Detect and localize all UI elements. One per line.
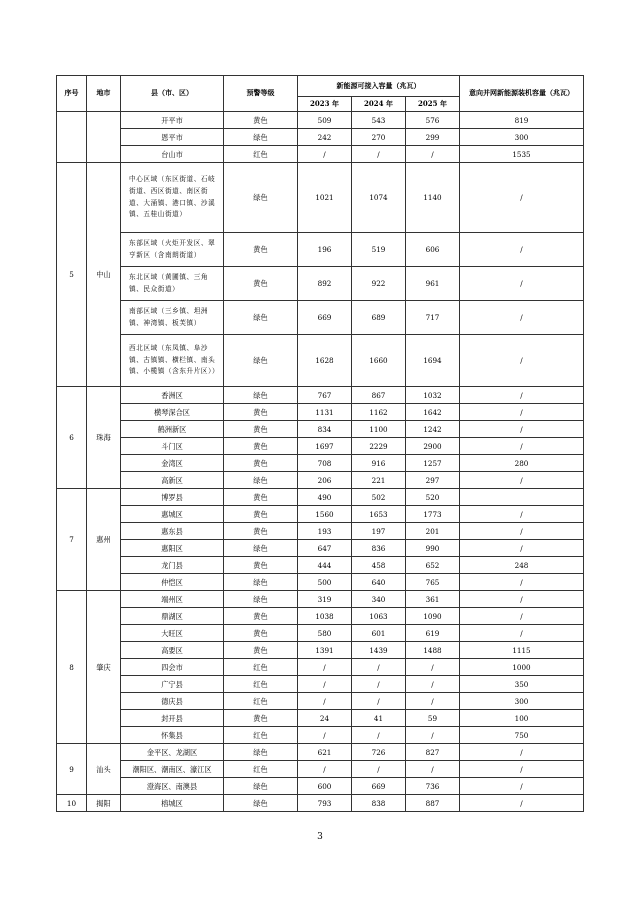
capacity-2023-cell: 319 — [298, 591, 352, 608]
capacity-2025-cell: 201 — [406, 523, 460, 540]
warning-level-cell: 绿色 — [224, 163, 298, 233]
warning-level-cell: 黄色 — [224, 642, 298, 659]
capacity-2023-cell: 1560 — [298, 506, 352, 523]
seq-cell: 6 — [57, 387, 87, 489]
county-cell: 仲恺区 — [121, 574, 224, 591]
capacity-2023-cell: 206 — [298, 472, 352, 489]
capacity-2023-cell: 24 — [298, 710, 352, 727]
capacity-2023-cell: 580 — [298, 625, 352, 642]
capacity-2025-cell: 961 — [406, 267, 460, 301]
capacity-2025-cell: 717 — [406, 301, 460, 335]
capacity-2023-cell: 509 — [298, 112, 352, 129]
capacity-2025-cell: 887 — [406, 795, 460, 812]
table-row — [57, 301, 584, 335]
county-cell: 四会市 — [121, 659, 224, 676]
table-row — [57, 744, 584, 761]
capacity-2024-cell: 1660 — [352, 335, 406, 387]
warning-level-cell: 红色 — [224, 146, 298, 163]
intended-capacity-cell: 300 — [460, 129, 584, 146]
table-row — [57, 267, 584, 301]
capacity-2024-cell: 1162 — [352, 404, 406, 421]
capacity-2025-cell: 576 — [406, 112, 460, 129]
header-county: 县（市、区） — [121, 76, 224, 112]
capacity-2025-cell: 1032 — [406, 387, 460, 404]
table-row — [57, 387, 584, 404]
header-year-2023: 2023 年 — [298, 97, 352, 112]
intended-capacity-cell: / — [460, 608, 584, 625]
header-year-2025: 2025 年 — [406, 97, 460, 112]
intended-capacity-cell: / — [460, 233, 584, 267]
capacity-2023-cell: 647 — [298, 540, 352, 557]
intended-capacity-cell: / — [460, 778, 584, 795]
warning-level-cell: 黄色 — [224, 404, 298, 421]
capacity-2025-cell: / — [406, 659, 460, 676]
capacity-2024-cell: / — [352, 676, 406, 693]
capacity-2023-cell: 1021 — [298, 163, 352, 233]
intended-capacity-cell: / — [460, 404, 584, 421]
capacity-2025-cell: 765 — [406, 574, 460, 591]
capacity-2025-cell: 1140 — [406, 163, 460, 233]
table-row — [57, 146, 584, 163]
intended-capacity-cell: 248 — [460, 557, 584, 574]
seq-cell: 7 — [57, 489, 87, 591]
capacity-2023-cell: 500 — [298, 574, 352, 591]
warning-level-cell: 黄色 — [224, 233, 298, 267]
capacity-2024-cell: 270 — [352, 129, 406, 146]
warning-level-cell: 绿色 — [224, 591, 298, 608]
header-warning-level: 预警等级 — [224, 76, 298, 112]
table-row — [57, 489, 584, 506]
seq-cell — [57, 112, 87, 163]
table-row — [57, 557, 584, 574]
capacity-2025-cell: / — [406, 761, 460, 778]
capacity-2024-cell: 2229 — [352, 438, 406, 455]
capacity-2023-cell: 193 — [298, 523, 352, 540]
intended-capacity-cell: 750 — [460, 727, 584, 744]
seq-cell: 8 — [57, 591, 87, 744]
capacity-2024-cell: 726 — [352, 744, 406, 761]
county-cell: 西北区域（东凤镇、阜沙镇、古镇镇、横栏镇、南头镇、小榄镇（含东升片区）） — [121, 335, 224, 387]
capacity-2025-cell: 1642 — [406, 404, 460, 421]
warning-level-cell: 黄色 — [224, 267, 298, 301]
city-cell: 珠海 — [87, 387, 121, 489]
capacity-2024-cell: 836 — [352, 540, 406, 557]
warning-level-cell: 黄色 — [224, 489, 298, 506]
table-row — [57, 642, 584, 659]
county-cell: 香洲区 — [121, 387, 224, 404]
table-row — [57, 163, 584, 233]
county-cell: 惠东县 — [121, 523, 224, 540]
intended-capacity-cell: / — [460, 761, 584, 778]
capacity-2025-cell: 1488 — [406, 642, 460, 659]
warning-level-cell: 黄色 — [224, 421, 298, 438]
warning-level-cell: 黄色 — [224, 523, 298, 540]
intended-capacity-cell: / — [460, 267, 584, 301]
capacity-2025-cell: 59 — [406, 710, 460, 727]
capacity-2025-cell: 619 — [406, 625, 460, 642]
seq-cell: 10 — [57, 795, 87, 812]
capacity-2024-cell: 838 — [352, 795, 406, 812]
capacity-2025-cell: 361 — [406, 591, 460, 608]
county-cell: 台山市 — [121, 146, 224, 163]
header-seq: 序号 — [57, 76, 87, 112]
intended-capacity-cell: 100 — [460, 710, 584, 727]
capacity-2023-cell: 600 — [298, 778, 352, 795]
city-cell: 肇庆 — [87, 591, 121, 744]
capacity-2024-cell: 922 — [352, 267, 406, 301]
county-cell: 龙门县 — [121, 557, 224, 574]
county-cell: 高新区 — [121, 472, 224, 489]
county-cell: 端州区 — [121, 591, 224, 608]
capacity-2024-cell: 340 — [352, 591, 406, 608]
warning-level-cell: 黄色 — [224, 455, 298, 472]
county-cell: 金平区、龙湖区 — [121, 744, 224, 761]
table-row — [57, 421, 584, 438]
warning-level-cell: 红色 — [224, 659, 298, 676]
capacity-2024-cell: 916 — [352, 455, 406, 472]
warning-level-cell: 黄色 — [224, 506, 298, 523]
capacity-2024-cell: / — [352, 727, 406, 744]
intended-capacity-cell: 1000 — [460, 659, 584, 676]
warning-level-cell: 红色 — [224, 727, 298, 744]
table-body — [57, 112, 584, 812]
table-row — [57, 574, 584, 591]
warning-level-cell: 绿色 — [224, 744, 298, 761]
capacity-2025-cell: 827 — [406, 744, 460, 761]
header-intended-capacity: 意向并网新能源装机容量（兆瓦） — [460, 76, 584, 112]
warning-level-cell: 黄色 — [224, 112, 298, 129]
county-cell: 鼎湖区 — [121, 608, 224, 625]
intended-capacity-cell — [460, 489, 584, 506]
intended-capacity-cell: / — [460, 744, 584, 761]
capacity-2023-cell: 242 — [298, 129, 352, 146]
table-row — [57, 455, 584, 472]
capacity-2025-cell: / — [406, 676, 460, 693]
warning-level-cell: 绿色 — [224, 778, 298, 795]
table-row — [57, 404, 584, 421]
capacity-2023-cell: 1391 — [298, 642, 352, 659]
intended-capacity-cell: 280 — [460, 455, 584, 472]
capacity-2025-cell: 520 — [406, 489, 460, 506]
county-cell: 鹤洲新区 — [121, 421, 224, 438]
capacity-2025-cell: 990 — [406, 540, 460, 557]
warning-level-cell: 红色 — [224, 676, 298, 693]
capacity-2025-cell: / — [406, 146, 460, 163]
capacity-2024-cell: 41 — [352, 710, 406, 727]
capacity-2025-cell: 736 — [406, 778, 460, 795]
county-cell: 封开县 — [121, 710, 224, 727]
capacity-2023-cell: 196 — [298, 233, 352, 267]
intended-capacity-cell: 1535 — [460, 146, 584, 163]
intended-capacity-cell: / — [460, 523, 584, 540]
header-year-2024: 2024 年 — [352, 97, 406, 112]
county-cell: 横琴深合区 — [121, 404, 224, 421]
warning-level-cell: 绿色 — [224, 472, 298, 489]
capacity-2024-cell: 458 — [352, 557, 406, 574]
city-cell: 汕头 — [87, 744, 121, 795]
capacity-2023-cell: / — [298, 727, 352, 744]
intended-capacity-cell: / — [460, 625, 584, 642]
capacity-2025-cell: 1773 — [406, 506, 460, 523]
warning-level-cell: 黄色 — [224, 557, 298, 574]
capacity-2023-cell: 1131 — [298, 404, 352, 421]
county-cell: 广宁县 — [121, 676, 224, 693]
warning-level-cell: 红色 — [224, 761, 298, 778]
table-row — [57, 472, 584, 489]
capacity-2023-cell: 708 — [298, 455, 352, 472]
header-capacity: 新能源可接入容量（兆瓦） — [298, 76, 460, 97]
capacity-2023-cell: 892 — [298, 267, 352, 301]
intended-capacity-cell: 300 — [460, 693, 584, 710]
capacity-2024-cell: 1439 — [352, 642, 406, 659]
county-cell: 惠阳区 — [121, 540, 224, 557]
capacity-2024-cell: 1074 — [352, 163, 406, 233]
county-cell: 大旺区 — [121, 625, 224, 642]
capacity-2025-cell: / — [406, 693, 460, 710]
capacity-2024-cell: 543 — [352, 112, 406, 129]
county-cell: 东部区域（火炬开发区、翠亨新区（含南朗街道） — [121, 233, 224, 267]
table-row — [57, 112, 584, 129]
city-cell: 揭阳 — [87, 795, 121, 812]
capacity-2023-cell: / — [298, 761, 352, 778]
table-row — [57, 591, 584, 608]
capacity-2024-cell: 601 — [352, 625, 406, 642]
table-row — [57, 233, 584, 267]
capacity-2025-cell: 297 — [406, 472, 460, 489]
warning-level-cell: 黄色 — [224, 710, 298, 727]
table-row — [57, 523, 584, 540]
intended-capacity-cell: / — [460, 795, 584, 812]
capacity-2024-cell: / — [352, 146, 406, 163]
county-cell: 金湾区 — [121, 455, 224, 472]
capacity-2023-cell: / — [298, 146, 352, 163]
capacity-2025-cell: 1257 — [406, 455, 460, 472]
table-row — [57, 506, 584, 523]
warning-level-cell: 绿色 — [224, 387, 298, 404]
capacity-2024-cell: 197 — [352, 523, 406, 540]
capacity-2023-cell: 1038 — [298, 608, 352, 625]
capacity-2024-cell: 519 — [352, 233, 406, 267]
city-cell: 中山 — [87, 163, 121, 387]
table-row — [57, 710, 584, 727]
capacity-2025-cell: 1694 — [406, 335, 460, 387]
capacity-2023-cell: 621 — [298, 744, 352, 761]
intended-capacity-cell: / — [460, 574, 584, 591]
city-cell: 惠州 — [87, 489, 121, 591]
warning-level-cell: 绿色 — [224, 574, 298, 591]
intended-capacity-cell: / — [460, 301, 584, 335]
capacity-2024-cell: / — [352, 659, 406, 676]
capacity-2023-cell: 793 — [298, 795, 352, 812]
table-row — [57, 795, 584, 812]
county-cell: 潮阳区、潮南区、濠江区 — [121, 761, 224, 778]
warning-level-cell: 黄色 — [224, 625, 298, 642]
table-row — [57, 761, 584, 778]
table-row — [57, 693, 584, 710]
intended-capacity-cell: / — [460, 540, 584, 557]
table-row — [57, 625, 584, 642]
intended-capacity-cell: / — [460, 387, 584, 404]
table-row — [57, 778, 584, 795]
county-cell: 南部区域（三乡镇、坦洲镇、神湾镇、板芙镇） — [121, 301, 224, 335]
capacity-2025-cell: 299 — [406, 129, 460, 146]
capacity-2023-cell: 669 — [298, 301, 352, 335]
capacity-2023-cell: 490 — [298, 489, 352, 506]
capacity-2025-cell: 1090 — [406, 608, 460, 625]
seq-cell: 9 — [57, 744, 87, 795]
capacity-2023-cell: 444 — [298, 557, 352, 574]
capacity-2023-cell: 834 — [298, 421, 352, 438]
table-row — [57, 129, 584, 146]
county-cell: 榕城区 — [121, 795, 224, 812]
intended-capacity-cell: 1115 — [460, 642, 584, 659]
intended-capacity-cell: / — [460, 421, 584, 438]
capacity-2025-cell: 606 — [406, 233, 460, 267]
warning-level-cell: 绿色 — [224, 301, 298, 335]
capacity-2023-cell: / — [298, 676, 352, 693]
header-city: 地市 — [87, 76, 121, 112]
capacity-2024-cell: / — [352, 761, 406, 778]
intended-capacity-cell: / — [460, 335, 584, 387]
county-cell: 斗门区 — [121, 438, 224, 455]
capacity-2024-cell: 1063 — [352, 608, 406, 625]
table-row — [57, 540, 584, 557]
county-cell: 高要区 — [121, 642, 224, 659]
intended-capacity-cell: / — [460, 472, 584, 489]
warning-level-cell: 绿色 — [224, 540, 298, 557]
capacity-2024-cell: 867 — [352, 387, 406, 404]
capacity-2025-cell: 652 — [406, 557, 460, 574]
capacity-2024-cell: / — [352, 693, 406, 710]
table-row — [57, 659, 584, 676]
capacity-2023-cell: 1697 — [298, 438, 352, 455]
warning-level-cell: 绿色 — [224, 795, 298, 812]
county-cell: 德庆县 — [121, 693, 224, 710]
county-cell: 博罗县 — [121, 489, 224, 506]
intended-capacity-cell: / — [460, 163, 584, 233]
capacity-2025-cell: 2900 — [406, 438, 460, 455]
table-row — [57, 335, 584, 387]
table-row — [57, 608, 584, 625]
warning-level-cell: 黄色 — [224, 438, 298, 455]
capacity-2025-cell: 1242 — [406, 421, 460, 438]
county-cell: 东北区域（黄圃镇、三角镇、民众街道） — [121, 267, 224, 301]
capacity-2023-cell: / — [298, 659, 352, 676]
intended-capacity-cell: 350 — [460, 676, 584, 693]
capacity-2024-cell: 640 — [352, 574, 406, 591]
intended-capacity-cell: / — [460, 438, 584, 455]
capacity-2024-cell: 221 — [352, 472, 406, 489]
county-cell: 澄海区、南澳县 — [121, 778, 224, 795]
intended-capacity-cell: 819 — [460, 112, 584, 129]
capacity-2024-cell: 669 — [352, 778, 406, 795]
capacity-2024-cell: 689 — [352, 301, 406, 335]
intended-capacity-cell: / — [460, 506, 584, 523]
capacity-2025-cell: / — [406, 727, 460, 744]
capacity-2024-cell: 1100 — [352, 421, 406, 438]
page-number: 3 — [317, 832, 323, 842]
county-cell: 恩平市 — [121, 129, 224, 146]
warning-level-cell: 绿色 — [224, 335, 298, 387]
table-row — [57, 676, 584, 693]
warning-level-cell: 黄色 — [224, 608, 298, 625]
capacity-2023-cell: 1628 — [298, 335, 352, 387]
capacity-2024-cell: 502 — [352, 489, 406, 506]
warning-level-cell: 红色 — [224, 693, 298, 710]
capacity-2023-cell: 767 — [298, 387, 352, 404]
city-cell — [87, 112, 121, 163]
intended-capacity-cell: / — [460, 591, 584, 608]
seq-cell: 5 — [57, 163, 87, 387]
county-cell: 开平市 — [121, 112, 224, 129]
county-cell: 中心区域（东区街道、石岐街道、西区街道、南区街道、大涌镇、港口镇、沙溪镇、五桂山街道） — [121, 163, 224, 233]
table-row — [57, 727, 584, 744]
capacity-table — [56, 75, 584, 812]
capacity-2023-cell: / — [298, 693, 352, 710]
table-row — [57, 438, 584, 455]
county-cell: 惠城区 — [121, 506, 224, 523]
warning-level-cell: 绿色 — [224, 129, 298, 146]
county-cell: 怀集县 — [121, 727, 224, 744]
capacity-2024-cell: 1653 — [352, 506, 406, 523]
